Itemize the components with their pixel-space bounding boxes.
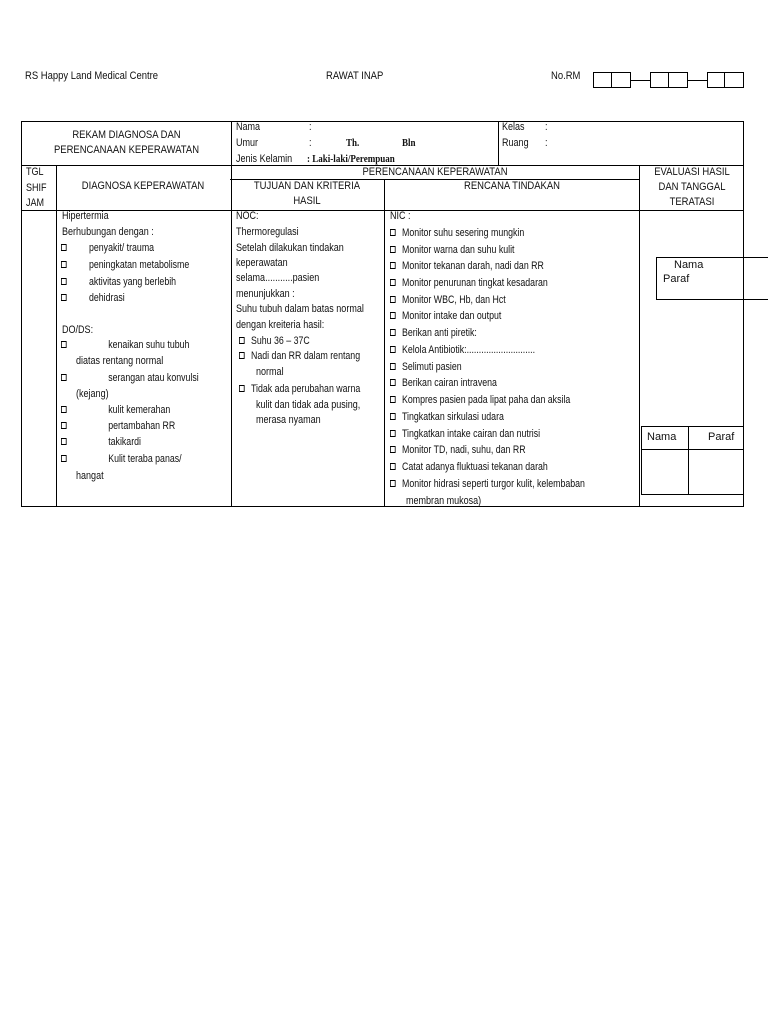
checkbox[interactable] bbox=[390, 430, 396, 437]
kelas-label: Kelas bbox=[502, 121, 525, 133]
checkbox[interactable] bbox=[390, 279, 396, 286]
dods-label: DO/DS: bbox=[62, 324, 94, 336]
noc-criteria-cont: merasa nyaman bbox=[256, 414, 321, 426]
nic-item: Tingkatkan sirkulasi udara bbox=[390, 409, 504, 426]
sig-divider bbox=[688, 426, 689, 495]
table-border bbox=[21, 121, 744, 122]
nic-item: Monitor hidrasi seperti turgor kulit, kelembaban bbox=[390, 476, 585, 493]
noc-criteria-item: Tidak ada perubahan warna bbox=[239, 381, 360, 398]
table-divider bbox=[639, 165, 640, 507]
sig-divider bbox=[641, 449, 744, 450]
col-rencana: RENCANA TINDAKAN bbox=[463, 180, 561, 192]
rm-separator bbox=[631, 80, 650, 81]
col-perencanaan: PERENCANAAN KEPERAWATAN bbox=[362, 166, 508, 178]
checkbox[interactable] bbox=[61, 455, 67, 462]
nic-item: Monitor tekanan darah, nadi dan RR bbox=[390, 258, 544, 275]
col-tujuan: TUJUAN DAN KRITERIA HASIL bbox=[253, 180, 361, 207]
nic-item: Monitor intake dan output bbox=[390, 308, 501, 325]
checkbox[interactable] bbox=[61, 422, 67, 429]
umur-colon: : bbox=[309, 137, 312, 149]
nic-item-cont: membran mukosa) bbox=[406, 495, 482, 507]
col-evaluasi: EVALUASI HASIL DAN TANGGAL TERATASI bbox=[654, 166, 730, 208]
checkbox[interactable] bbox=[390, 262, 396, 269]
nic-item: Monitor penurunan tingkat kesadaran bbox=[390, 275, 548, 292]
checkbox[interactable] bbox=[61, 374, 67, 381]
rm-separator bbox=[688, 80, 707, 81]
rm-label: No.RM bbox=[551, 70, 581, 82]
checkbox[interactable] bbox=[239, 352, 245, 359]
table-border bbox=[21, 506, 744, 507]
rm-digit-box[interactable] bbox=[650, 72, 669, 88]
sig2-paraf-label: Paraf bbox=[708, 431, 735, 443]
col-tgl: TGL bbox=[26, 166, 44, 178]
sign-item: pertambahan RR bbox=[61, 418, 175, 435]
col-diagnosa: DIAGNOSA KEPERAWATAN bbox=[81, 180, 205, 192]
checkbox[interactable] bbox=[61, 438, 67, 445]
table-divider bbox=[498, 121, 499, 166]
noc-line: dengan kreiteria hasil: bbox=[236, 319, 325, 331]
sign-item-cont: diatas rentang normal bbox=[76, 355, 164, 367]
noc-criteria-cont: kulit dan tidak ada pusing, bbox=[256, 399, 361, 411]
umur-label: Umur bbox=[236, 137, 259, 149]
checkbox[interactable] bbox=[390, 413, 396, 420]
checkbox[interactable] bbox=[390, 480, 396, 487]
nic-item: Selimuti pasien bbox=[390, 359, 462, 376]
ruang-colon: : bbox=[545, 137, 548, 149]
jenis-kelamin-label: Jenis Kelamin bbox=[236, 153, 293, 165]
sign-item: Kulit teraba panas/ bbox=[61, 451, 182, 468]
table-divider bbox=[21, 210, 744, 211]
nic-item: Berikan anti piretik: bbox=[390, 325, 477, 342]
rm-digit-box[interactable] bbox=[593, 72, 612, 88]
checkbox[interactable] bbox=[390, 446, 396, 453]
noc-title: NOC: bbox=[236, 210, 259, 222]
page-title: RAWAT INAP bbox=[326, 70, 384, 82]
cause-item: aktivitas yang berlebih bbox=[61, 274, 176, 291]
nama-label: Nama bbox=[236, 121, 261, 133]
checkbox[interactable] bbox=[61, 278, 67, 285]
cause-item: peningkatan metabolisme bbox=[61, 257, 189, 274]
cause-item: dehidrasi bbox=[61, 290, 125, 307]
nic-item: Kompres pasien pada lipat paha dan aksila bbox=[390, 392, 570, 409]
table-divider bbox=[384, 179, 385, 507]
checkbox[interactable] bbox=[61, 244, 67, 251]
checkbox[interactable] bbox=[390, 296, 396, 303]
umur-bln: Bln bbox=[402, 137, 416, 149]
sig-paraf-label: Paraf bbox=[663, 273, 690, 285]
checkbox[interactable] bbox=[239, 385, 245, 392]
nic-item: Catat adanya fluktuasi tekanan darah bbox=[390, 459, 548, 476]
sign-item: kulit kemerahan bbox=[61, 402, 170, 419]
checkbox[interactable] bbox=[390, 363, 396, 370]
checkbox[interactable] bbox=[61, 261, 67, 268]
col-shif: SHIF bbox=[26, 182, 47, 194]
noc-criteria-item: Nadi dan RR dalam rentang bbox=[239, 348, 360, 365]
sign-item: serangan atau konvulsi bbox=[61, 370, 199, 387]
diagnosa-title: Hipertermia bbox=[62, 210, 109, 222]
nic-item: Monitor WBC, Hb, dan Hct bbox=[390, 292, 506, 309]
nic-item: Tingkatkan intake cairan dan nutrisi bbox=[390, 426, 540, 443]
col-jam: JAM bbox=[26, 197, 45, 209]
noc-line: menunjukkan : bbox=[236, 288, 295, 300]
table-border bbox=[21, 121, 22, 507]
checkbox[interactable] bbox=[390, 346, 396, 353]
table-divider bbox=[56, 165, 57, 507]
diagnosa-berhubungan: Berhubungan dengan : bbox=[62, 226, 154, 238]
table-divider bbox=[231, 121, 232, 507]
noc-criteria-cont: normal bbox=[256, 366, 284, 378]
checkbox[interactable] bbox=[390, 463, 396, 470]
checkbox[interactable] bbox=[61, 406, 67, 413]
noc-line: Thermoregulasi bbox=[236, 226, 299, 238]
sign-item-cont: (kejang) bbox=[76, 388, 109, 400]
noc-line: Setelah dilakukan tindakan bbox=[236, 242, 344, 254]
kelas-colon: : bbox=[545, 121, 548, 133]
nic-item: Monitor TD, nadi, suhu, dan RR bbox=[390, 442, 526, 459]
nic-item: Monitor suhu sesering mungkin bbox=[390, 225, 524, 242]
rm-digit-box[interactable] bbox=[707, 72, 725, 88]
jenis-kelamin-value: : Laki-laki/Perempuan bbox=[307, 153, 395, 165]
sig-nama-label: Nama bbox=[674, 259, 704, 271]
checkbox[interactable] bbox=[390, 379, 396, 386]
sign-item-cont: hangat bbox=[76, 470, 104, 482]
checkbox[interactable] bbox=[390, 312, 396, 319]
checkbox[interactable] bbox=[390, 329, 396, 336]
hospital-name: RS Happy Land Medical Centre bbox=[25, 70, 159, 82]
form-title: REKAM DIAGNOSA DAN PERENCANAAN KEPERAWATAN bbox=[53, 129, 200, 156]
rm-digit-box[interactable] bbox=[611, 72, 631, 88]
nic-item: Berikan cairan intravena bbox=[390, 375, 497, 392]
sign-item: takikardi bbox=[61, 434, 141, 451]
ruang-label: Ruang bbox=[502, 137, 529, 149]
cause-item: penyakit/ trauma bbox=[61, 240, 154, 257]
checkbox[interactable] bbox=[61, 341, 67, 348]
noc-line: selama...........pasien bbox=[236, 272, 320, 284]
nama-colon: : bbox=[309, 121, 312, 133]
rm-digit-box[interactable] bbox=[668, 72, 688, 88]
checkbox[interactable] bbox=[390, 396, 396, 403]
rm-digit-box[interactable] bbox=[724, 72, 744, 88]
noc-criteria-item: Suhu 36 – 37C bbox=[239, 333, 310, 350]
checkbox[interactable] bbox=[61, 294, 67, 301]
checkbox[interactable] bbox=[239, 337, 245, 344]
umur-th: Th. bbox=[346, 137, 360, 149]
nic-item: Kelola Antibiotik:............................ bbox=[390, 342, 535, 359]
nic-title: NIC : bbox=[390, 210, 411, 222]
noc-line: keperawatan bbox=[236, 257, 288, 269]
sig2-nama-label: Nama bbox=[647, 431, 677, 443]
noc-line: Suhu tubuh dalam batas normal bbox=[236, 303, 364, 315]
checkbox[interactable] bbox=[390, 229, 396, 236]
nic-item: Monitor warna dan suhu kulit bbox=[390, 242, 515, 259]
sign-item: kenaikan suhu tubuh bbox=[61, 337, 189, 354]
checkbox[interactable] bbox=[390, 246, 396, 253]
